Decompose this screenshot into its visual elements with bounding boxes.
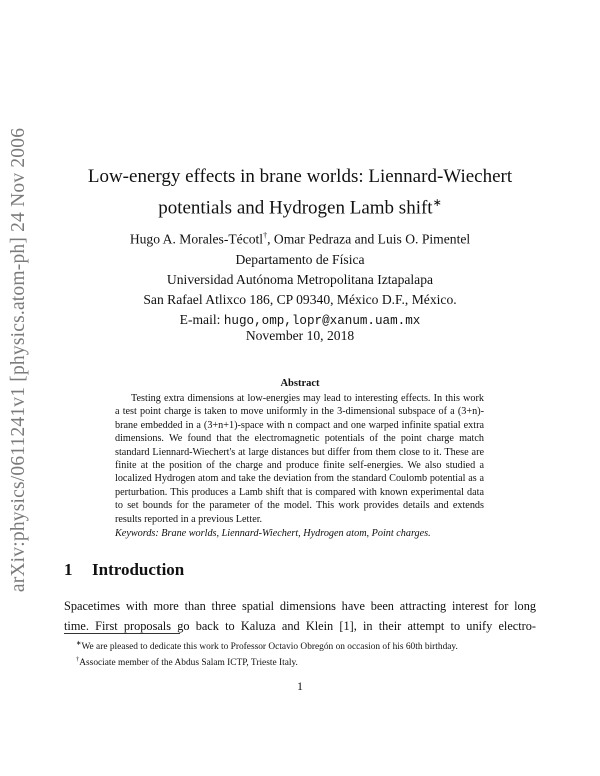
- arxiv-identifier-sidebar: [4, 120, 34, 600]
- abstract-heading: Abstract: [280, 378, 320, 389]
- intro-paragraph: [64, 596, 536, 636]
- paper-date: November 10, 2018: [245, 328, 355, 343]
- author-names: Hugo A. Morales-Técotl†, Omar Pedraza and Luis O. Pimentel: [129, 231, 471, 247]
- paper-title: [60, 164, 540, 221]
- footnote-rule: [64, 633, 180, 634]
- arxiv-identifier: arXiv:physics/0611241v1 [physics.atom-ph] 24 Nov 2006: [8, 127, 30, 593]
- section-heading: [64, 560, 184, 580]
- title-line-1: Low-energy effects in brane worlds: Liennard-Wiechert: [87, 166, 513, 187]
- footnote-2: †Associate member of the Abdus Salam ICTP, Trieste Italy.: [76, 655, 298, 668]
- email-label: E-mail:: [179, 311, 221, 327]
- email-address: hugo,omp,lopr@xanum.uam.mx: [223, 313, 421, 328]
- intro-line-2: time. First proposals go back to Kaluza and Klein [1], in their attempt to unify electro-: [64, 619, 536, 633]
- page-number: 1: [297, 679, 303, 693]
- author-block: [60, 226, 540, 331]
- section-title: Introduction: [92, 560, 185, 579]
- author-footnote-mark: †: [263, 231, 268, 240]
- section-number: 1: [64, 560, 73, 579]
- title-line-2: potentials and Hydrogen Lamb shift∗: [158, 197, 442, 219]
- address: San Rafael Atlixco 186, CP 09340, México D.F., México.: [143, 291, 457, 307]
- department: Departamento de Física: [235, 251, 365, 267]
- title-footnote-mark: ∗: [432, 197, 442, 209]
- keywords: Keywords: Brane worlds, Liennard-Wiechert, Hydrogen atom, Point charges.: [115, 528, 431, 539]
- intro-line-1: Spacetimes with more than three spatial dimensions have been attracting interest for long: [64, 599, 536, 613]
- footnotes: [64, 638, 540, 669]
- university: Universidad Autónoma Metropolitana Iztapalapa: [166, 271, 434, 287]
- footnote-1: ∗We are pleased to dedicate this work to Professor Octavio Obregón on occasion of his 60th birthday.: [76, 640, 458, 653]
- abstract-text: Testing extra dimensions at low-energies may lead to interesting effects. In this work a test point charge is taken to move uniformly in the 3-dimensional subspace of a (3+n)-brane embedded in a (3+n+1)-space with n compact and one warped infinite spatial extra dimensions. We found that the electromagnetic potentials of the point charge match standard Liennard-Wiechert's at large distances but differ from them close to it. These are finite at the position of the charge and produce finite self-energies. We also studied a localized Hydrogen atom and take the deviation from the standard Coulomb potential as a perturbation. This produces a Lamb shift that is compared with known experimental data to set bounds for the parameter of the model. This work provides details and extends results reported in a previous Letter.: [115, 393, 484, 525]
